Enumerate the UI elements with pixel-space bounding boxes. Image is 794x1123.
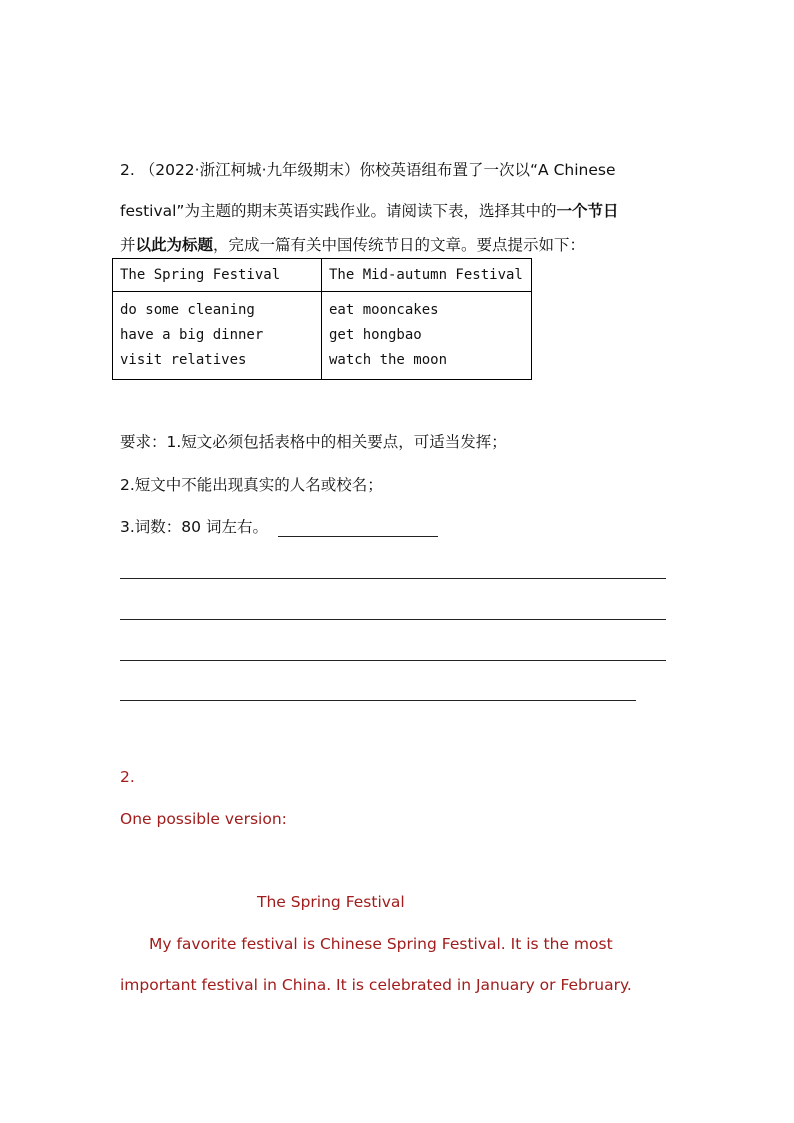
requirement-3: 3.词数：80 词左右。	[120, 518, 268, 536]
question-line-2	[120, 201, 618, 221]
answer-intro: One possible version:	[120, 810, 287, 828]
table-header-midautumn: The Mid-autumn Festival	[322, 259, 532, 292]
midautumn-item: get hongbao	[329, 327, 422, 343]
answer-title: The Spring Festival	[257, 893, 405, 911]
question-line-2-bold: 一个节日	[556, 202, 619, 220]
question-line-3-bold: 以此为标题	[135, 236, 214, 254]
writing-blank-line[interactable]	[120, 619, 666, 620]
answer-paragraph-line-2: important festival in China. It is celebrated in January or February.	[120, 976, 632, 994]
festival-table	[112, 258, 532, 380]
question-line-3	[120, 235, 585, 255]
writing-blank-line[interactable]	[120, 660, 666, 661]
spring-item: visit relatives	[120, 352, 247, 368]
writing-blank-inline[interactable]	[278, 536, 438, 537]
question-line-2-text: festival”为主题的期末英语实践作业。请阅读下表，选择其中的	[120, 202, 557, 220]
midautumn-item: watch the moon	[329, 352, 448, 368]
midautumn-item: eat mooncakes	[329, 302, 439, 318]
requirement-1: 要求：1.短文必须包括表格中的相关要点，可适当发挥；	[120, 433, 507, 451]
spring-item: have a big dinner	[120, 327, 264, 343]
spring-item: do some cleaning	[120, 302, 255, 318]
answer-number: 2.	[120, 768, 135, 786]
question-line-3-text-a: 并	[120, 236, 136, 254]
writing-blank-line[interactable]	[120, 578, 666, 579]
table-row	[113, 292, 532, 380]
table-header-spring: The Spring Festival	[113, 259, 322, 292]
table-header-row	[113, 259, 532, 292]
question-line-1: 2. （2022·浙江柯城·九年级期末）你校英语组布置了一次以“A Chinese	[120, 161, 616, 179]
question-line-3-text-b: ，完成一篇有关中国传统节日的文章。要点提示如下：	[213, 236, 586, 254]
table-cell-spring	[113, 292, 322, 380]
requirement-2: 2.短文中不能出现真实的人名或校名；	[120, 476, 383, 494]
answer-paragraph-line-1: My favorite festival is Chinese Spring Festival. It is the most	[149, 935, 613, 953]
table-cell-midautumn	[322, 292, 532, 380]
writing-blank-line[interactable]	[120, 700, 636, 701]
